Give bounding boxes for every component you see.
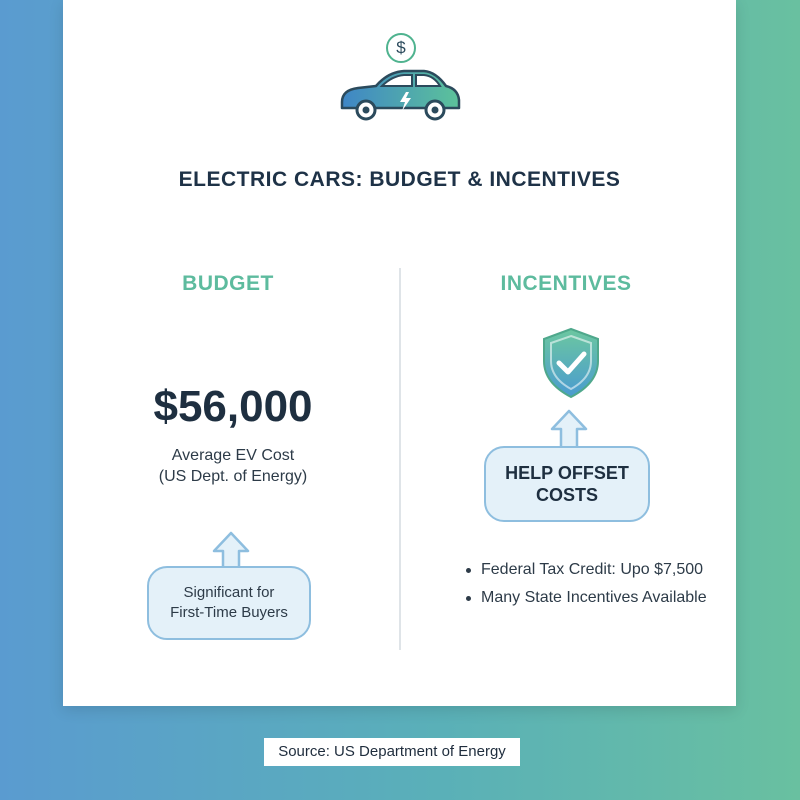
dollar-icon: $ — [386, 33, 416, 63]
source-label: Source: US Department of Energy — [264, 738, 520, 766]
infographic-card — [63, 0, 736, 706]
incentives-list — [463, 560, 713, 616]
first-time-buyers-callout — [147, 566, 311, 640]
callout-line-2: First-Time Buyers — [170, 604, 288, 621]
budget-heading: BUDGET — [182, 272, 274, 295]
average-cost-caption — [103, 445, 363, 487]
callout-line-2: COSTS — [535, 485, 598, 505]
caption-line-1: Average EV Cost — [171, 447, 295, 464]
callout-line-1: HELP OFFSET — [505, 463, 629, 483]
average-cost-value: $56,000 — [153, 382, 313, 431]
caption-line-2: (US Dept. of Energy) — [158, 468, 308, 485]
list-item: Many State Incentives Available — [463, 588, 713, 608]
electric-car-icon — [336, 62, 464, 126]
incentives-heading: INCENTIVES — [500, 272, 632, 295]
shield-check-icon — [541, 327, 601, 399]
offset-costs-callout — [484, 446, 650, 522]
list-item: Federal Tax Credit: Upo $7,500 — [463, 560, 713, 580]
callout-line-1: Significant for — [183, 584, 275, 601]
column-divider — [399, 268, 401, 650]
page-title: ELECTRIC CARS: BUDGET & INCENTIVES — [178, 168, 621, 191]
